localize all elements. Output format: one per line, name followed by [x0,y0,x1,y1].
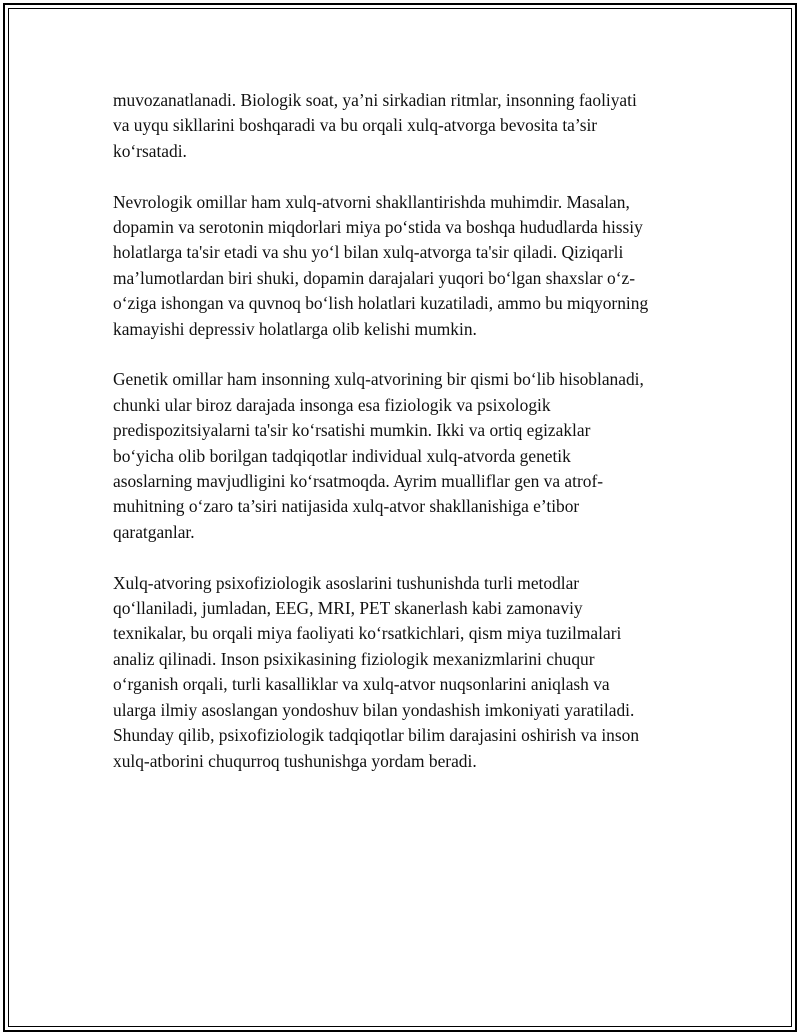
text-line: Shunday qilib, psixofiziologik tadqiqotlar bilim darajasini oshirish va inson [113,725,640,746]
text-line: ma’lumotlardan biri shuki, dopamin darajalari yuqori bo‘lgan shaxslar o‘z- [113,267,636,288]
text-line: kamayishi depressiv holatlarga olib kelishi mumkin. [113,318,477,339]
paragraph-research-methods [113,571,697,774]
paragraph-biological-clock [113,88,697,164]
text-line: qo‘llaniladi, jumladan, EEG, MRI, PET skanerlash kabi zamonaviy [113,598,583,619]
document-body [113,88,697,799]
text-line: o‘ziga ishongan va quvnoq bo‘lish holatlari kuzatiladi, ammo bu miqyorning [113,293,649,314]
text-line: bo‘yicha olib borilgan tadqiqotlar individual xulq-atvorda genetik [113,445,571,466]
text-line: va uyqu sikllarini boshqaradi va bu orqali xulq-atvorga bevosita ta’sir [113,115,598,136]
text-line: muhitning o‘zaro ta’siri natijasida xulq-atvor shakllanishiga e’tibor [113,496,580,517]
text-line: muvozanatlanadi. Biologik soat, ya’ni sirkadian ritmlar, insonning faoliyati [113,90,637,110]
text-line: Nevrologik omillar ham xulq-atvorni shakllantirishda muhimdir. Masalan, [113,191,630,212]
text-line: Genetik omillar ham insonning xulq-atvorining bir qismi bo‘lib hisoblanadi, [113,369,644,390]
text-line: dopamin va serotonin miqdorlari miya po‘stida va boshqa hududlarda hissiy [113,217,643,238]
text-line: holatlarga ta'sir etadi va shu yo‘l bilan xulq-atvorga ta'sir qiladi. Qiziqarli [113,242,624,263]
paragraph-genetic-factors [113,367,697,545]
text-line: xulq-atborini chuqurroq tushunishga yordam beradi. [113,750,477,771]
text-line: Xulq-atvoring psixofiziologik asoslarini tushunishda turli metodlar [113,572,580,593]
text-line: asoslarning mavjudligini ko‘rsatmoqda. Ayrim mualliflar gen va atrof- [113,471,604,492]
text-line: ularga ilmiy asoslangan yondoshuv bilan yondashish imkoniyati yaratiladi. [113,699,635,720]
paragraph-neurological-factors [113,190,697,342]
text-line: chunki ular biroz darajada insonga esa fiziologik va psixologik [113,394,551,415]
text-line: predispozitsiyalarni ta'sir ko‘rsatishi mumkin. Ikki va ortiq egizaklar [113,420,591,441]
text-line: texnikalar, bu orqali miya faoliyati ko‘rsatkichlari, qism miya tuzilmalari [113,623,622,644]
text-line: analiz qilinadi. Inson psixikasining fiziologik mexanizmlarini chuqur [113,648,595,669]
text-line: o‘rganish orqali, turli kasalliklar va xulq-atvor nuqsonlarini aniqlash va [113,674,610,695]
text-line: qaratganlar. [113,521,195,542]
text-line: ko‘rsatadi. [113,140,187,161]
